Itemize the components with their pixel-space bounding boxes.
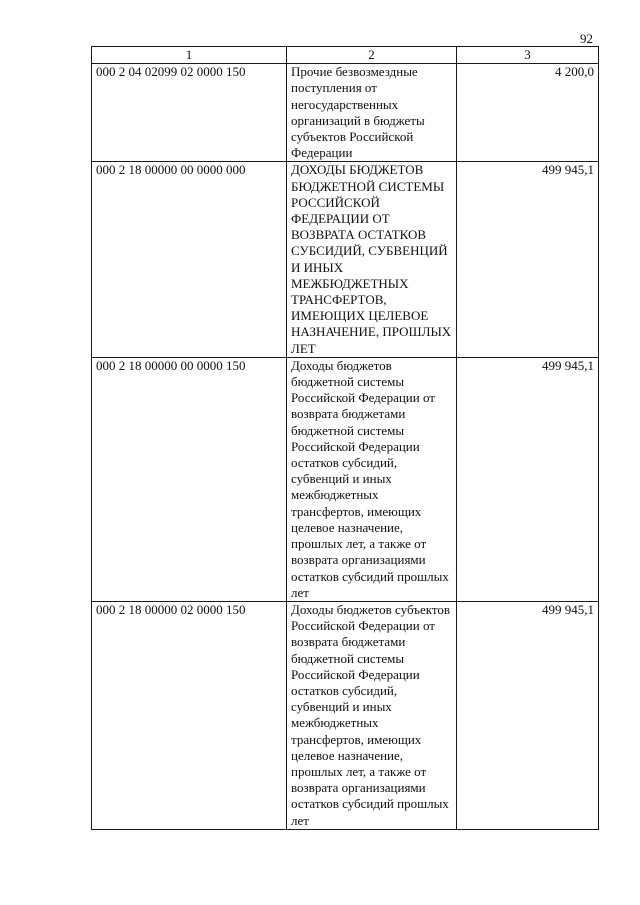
budget-table xyxy=(91,46,599,830)
row-code: 000 2 18 00000 00 0000 150 xyxy=(92,357,287,601)
row-name: ДОХОДЫ БЮДЖЕТОВ БЮДЖЕТНОЙ СИСТЕМЫ РОССИЙСКОЙ ФЕДЕРАЦИИ ОТ ВОЗВРАТА ОСТАТКОВ СУБСИДИЙ, СУБВЕНЦИЙ И ИНЫХ МЕЖБЮДЖЕТНЫХ ТРАНСФЕРТОВ, ИМЕЮЩИХ ЦЕЛЕВОЕ НАЗНАЧЕНИЕ, ПРОШЛЫХ ЛЕТ xyxy=(287,162,457,357)
row-amount: 499 945,1 xyxy=(457,357,599,601)
row-name: Доходы бюджетов субъектов Российской Федерации от возврата бюджетами бюджетной системы Российской Федерации остатков субсидий, субвенций и иных межбюджетных трансфертов, имеющих целевое назначение, прошлых лет, а также от возврата организациями остатков субсидий прошлых лет xyxy=(287,601,457,829)
row-name: Прочие безвозмездные поступления от негосударственных организаций в бюджеты субъектов Российской Федерации xyxy=(287,64,457,162)
table-row xyxy=(92,357,599,601)
column-header-2: 2 xyxy=(287,47,457,64)
table-header-row xyxy=(92,47,599,64)
row-code: 000 2 18 00000 00 0000 000 xyxy=(92,162,287,357)
table-row xyxy=(92,162,599,357)
row-amount: 4 200,0 xyxy=(457,64,599,162)
page-number: 92 xyxy=(580,31,593,46)
table-row xyxy=(92,64,599,162)
row-code: 000 2 04 02099 02 0000 150 xyxy=(92,64,287,162)
row-name: Доходы бюджетов бюджетной системы Российской Федерации от возврата бюджетами бюджетной системы Российской Федерации остатков субсидий, субвенций и иных межбюджетных трансфертов, имеющих целевое назначение, прошлых лет, а также от возврата организациями остатков субсидий прошлых лет xyxy=(287,357,457,601)
row-code: 000 2 18 00000 02 0000 150 xyxy=(92,601,287,829)
row-amount: 499 945,1 xyxy=(457,162,599,357)
column-header-3: 3 xyxy=(457,47,599,64)
table-row xyxy=(92,601,599,829)
column-header-1: 1 xyxy=(92,47,287,64)
row-amount: 499 945,1 xyxy=(457,601,599,829)
